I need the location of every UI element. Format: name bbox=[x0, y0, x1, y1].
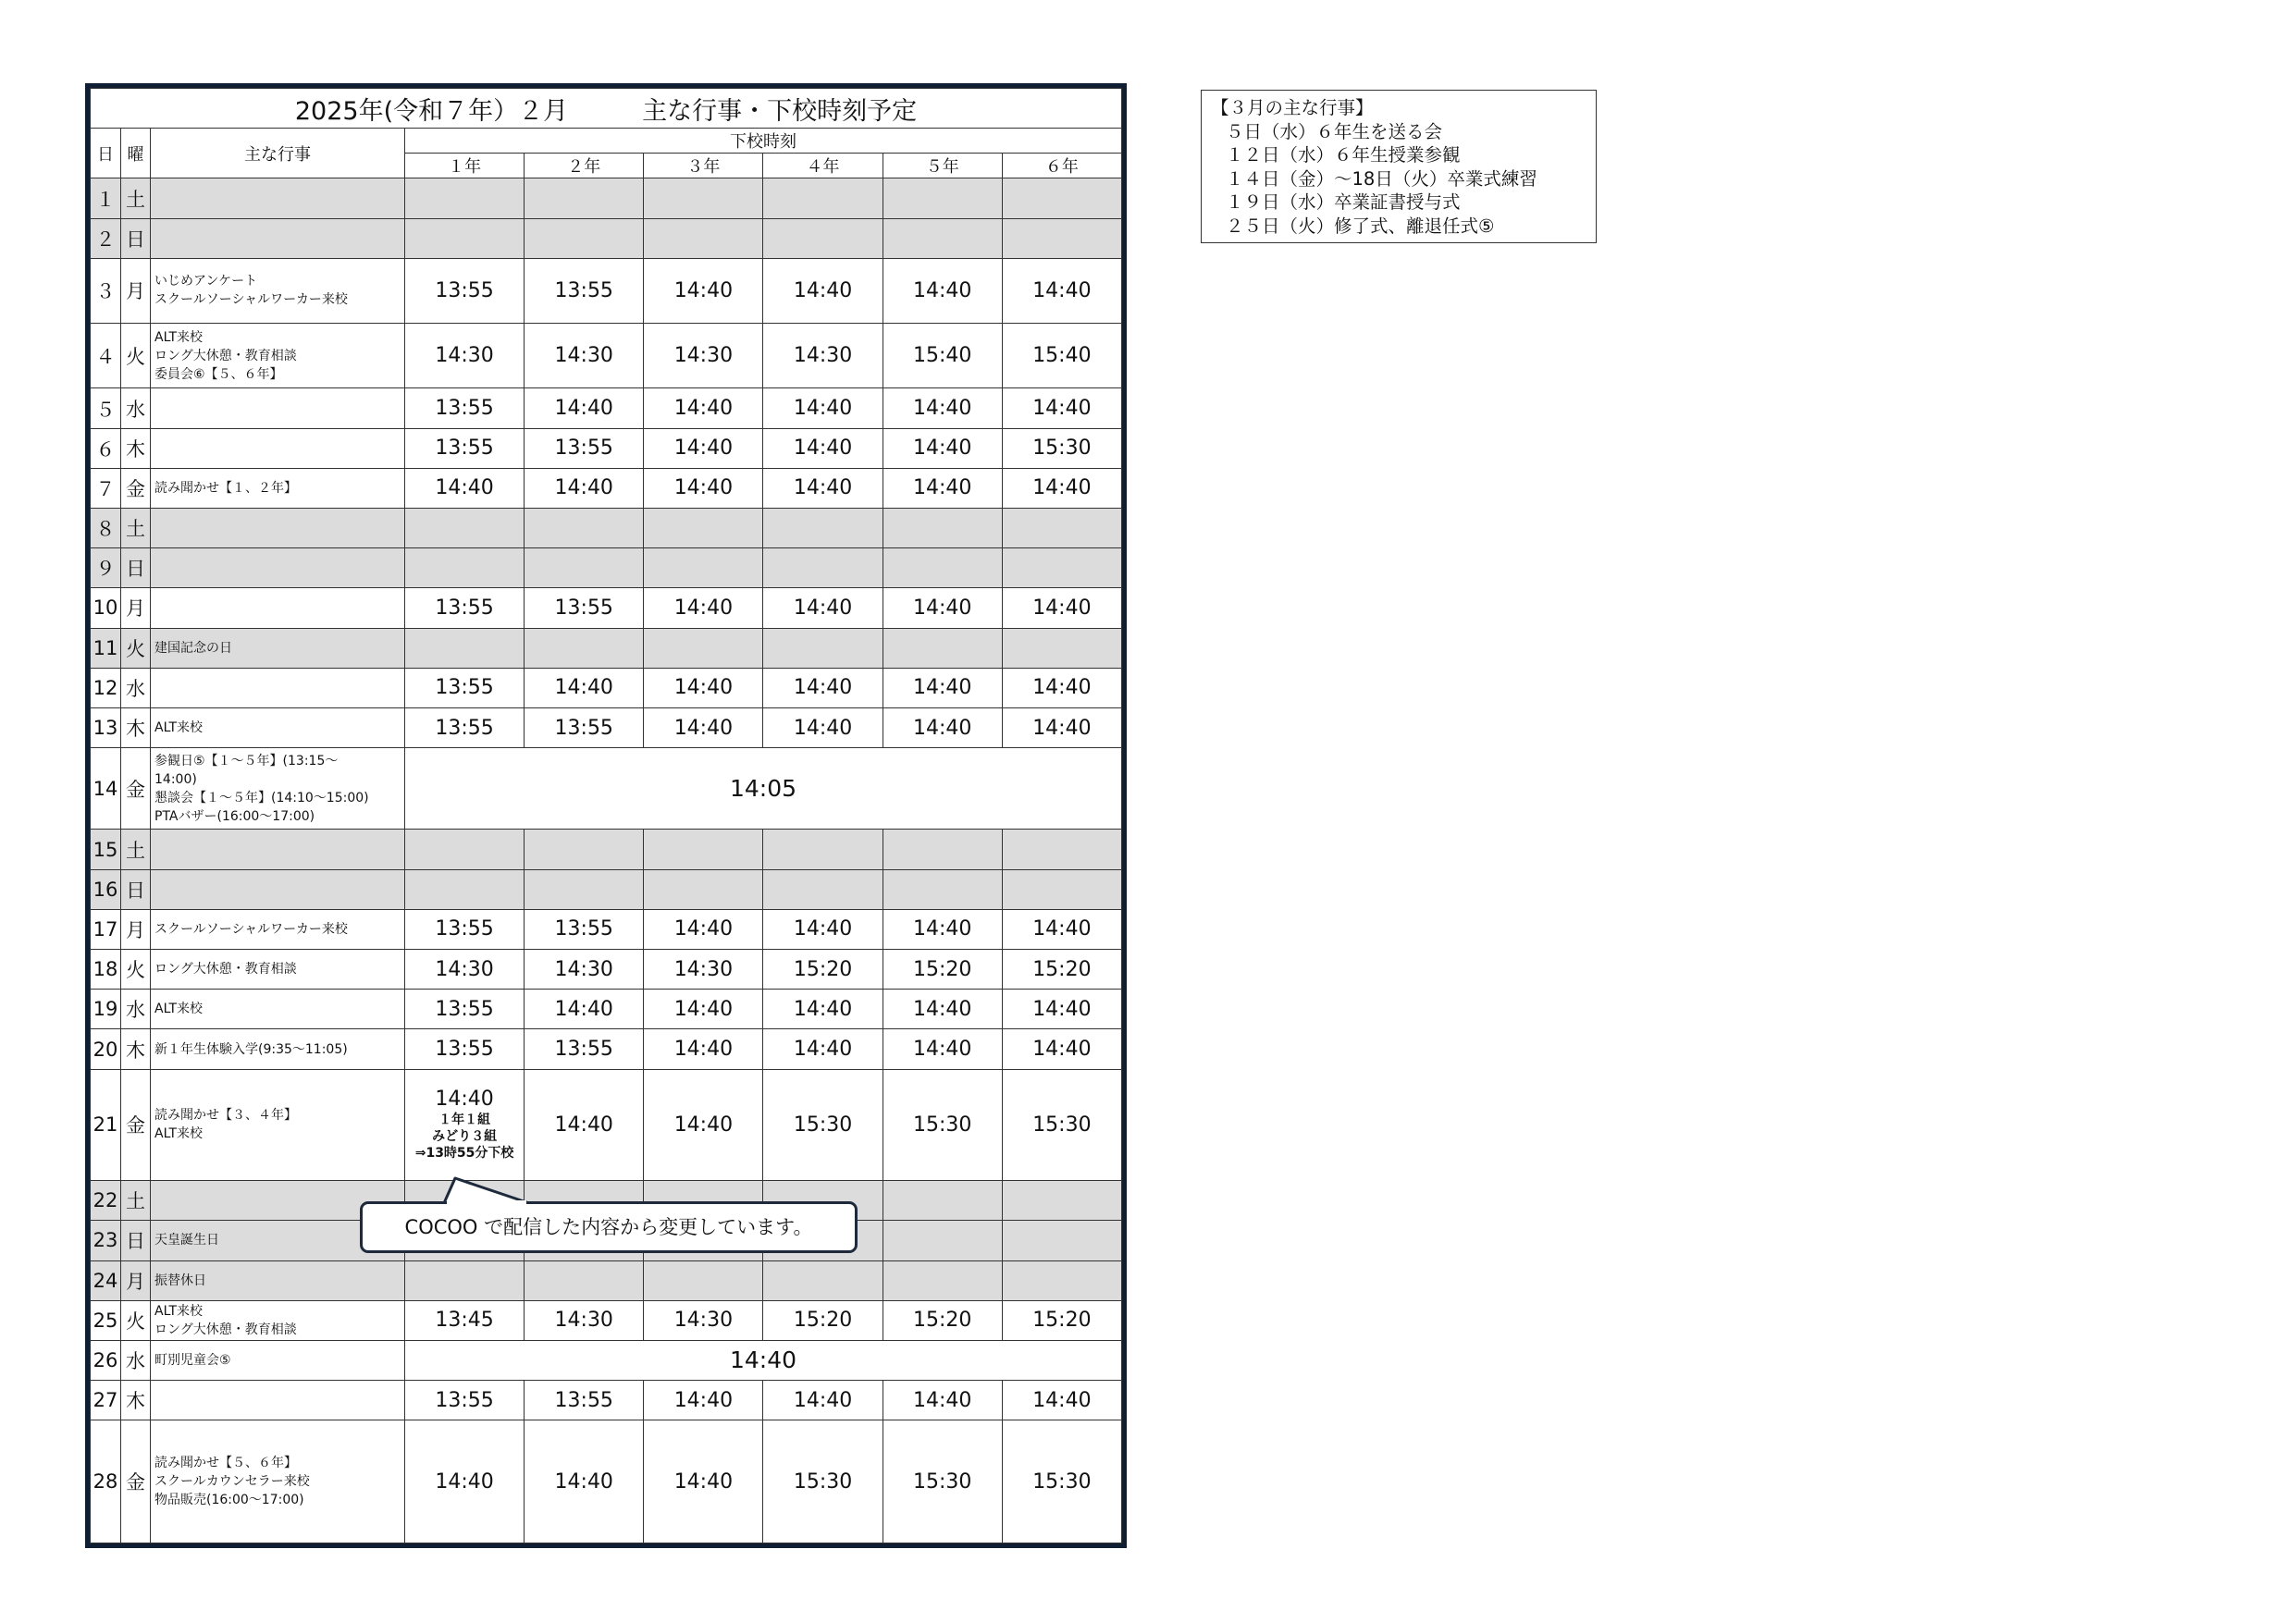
dismissal-time: 14:40 bbox=[883, 588, 1002, 628]
dismissal-time bbox=[644, 508, 763, 547]
dismissal-time: 13:55 bbox=[405, 707, 525, 747]
dismissal-time bbox=[405, 869, 525, 909]
event-cell bbox=[151, 668, 405, 707]
day-number: 28 bbox=[91, 1420, 121, 1543]
march-events-box bbox=[1201, 90, 1597, 243]
dismissal-time: 13:55 bbox=[405, 388, 525, 428]
dismissal-time: 14:40 bbox=[883, 668, 1002, 707]
event-cell bbox=[151, 428, 405, 468]
march-heading: 【３月の主な行事】 bbox=[1211, 97, 1374, 118]
day-number: 25 bbox=[91, 1300, 121, 1340]
event-cell bbox=[151, 588, 405, 628]
day-number: 17 bbox=[91, 909, 121, 949]
dismissal-time: 14:40 bbox=[525, 1420, 644, 1543]
change-notice-callout: COCOO で配信した内容から変更しています。 bbox=[360, 1201, 858, 1253]
table-row bbox=[91, 218, 1122, 258]
header-grade: ５年 bbox=[883, 154, 1002, 178]
day-of-week: 金 bbox=[121, 748, 151, 830]
dismissal-time: 14:40 bbox=[644, 588, 763, 628]
dismissal-time: 14:40 bbox=[525, 1069, 644, 1181]
dismissal-time bbox=[405, 830, 525, 869]
day-number: ８ bbox=[91, 508, 121, 547]
table-row bbox=[91, 990, 1122, 1029]
dismissal-time: 14:40 bbox=[1002, 588, 1121, 628]
event-cell: ALT来校 ロング大休憩・教育相談 bbox=[151, 1300, 405, 1340]
dismissal-time: 14:40 bbox=[1002, 990, 1121, 1029]
dismissal-time: 14:40 bbox=[883, 258, 1002, 323]
day-of-week: 火 bbox=[121, 1300, 151, 1340]
dismissal-time: 14:40 bbox=[883, 428, 1002, 468]
event-cell: ロング大休憩・教育相談 bbox=[151, 950, 405, 990]
dismissal-time bbox=[644, 548, 763, 588]
day-of-week: 火 bbox=[121, 324, 151, 388]
dismissal-time: 14:40 bbox=[763, 1029, 883, 1069]
dismissal-time bbox=[525, 830, 644, 869]
dismissal-time: 14:40 bbox=[644, 428, 763, 468]
dismissal-time: 13:55 bbox=[525, 428, 644, 468]
dismissal-time: 13:55 bbox=[405, 588, 525, 628]
dismissal-time: 14:40 bbox=[644, 1069, 763, 1181]
dismissal-time: 14:30 bbox=[525, 324, 644, 388]
dismissal-time: 15:30 bbox=[1002, 1420, 1121, 1543]
dismissal-time: 15:30 bbox=[763, 1420, 883, 1543]
dismissal-time bbox=[644, 218, 763, 258]
event-cell: 振替休日 bbox=[151, 1260, 405, 1300]
day-of-week: 月 bbox=[121, 1260, 151, 1300]
event-cell: 建国記念の日 bbox=[151, 628, 405, 668]
day-of-week: 金 bbox=[121, 468, 151, 508]
dismissal-time: 14:40 bbox=[644, 707, 763, 747]
day-number: 16 bbox=[91, 869, 121, 909]
dismissal-time bbox=[1002, 869, 1121, 909]
day-number: 15 bbox=[91, 830, 121, 869]
day-of-week: 木 bbox=[121, 1381, 151, 1420]
dismissal-time: 14:40 bbox=[644, 1381, 763, 1420]
day-number: 13 bbox=[91, 707, 121, 747]
event-cell bbox=[151, 508, 405, 547]
dismissal-time: 13:55 bbox=[525, 588, 644, 628]
dismissal-time bbox=[525, 869, 644, 909]
dismissal-time: 14:40 bbox=[1002, 388, 1121, 428]
dismissal-time: 14:40 bbox=[525, 388, 644, 428]
table-row bbox=[91, 1300, 1122, 1340]
event-cell bbox=[151, 1381, 405, 1420]
header-row bbox=[91, 129, 1122, 154]
dismissal-time: 15:20 bbox=[1002, 950, 1121, 990]
day-number: ２ bbox=[91, 218, 121, 258]
day-of-week: 水 bbox=[121, 668, 151, 707]
dismissal-time: 14:40 bbox=[883, 909, 1002, 949]
dismissal-time: 14:40 bbox=[763, 588, 883, 628]
day-of-week: 月 bbox=[121, 258, 151, 323]
day-of-week: 日 bbox=[121, 1221, 151, 1260]
dismissal-time bbox=[525, 628, 644, 668]
header-dismissal: 下校時刻 bbox=[405, 129, 1122, 154]
day-number: 14 bbox=[91, 748, 121, 830]
march-item: １２日（水）６年生授業参観 bbox=[1226, 144, 1461, 166]
table-row bbox=[91, 1340, 1122, 1380]
dismissal-time bbox=[883, 508, 1002, 547]
event-cell: 読み聞かせ【５、６年】 スクールカウンセラー来校 物品販売(16:00～17:00) bbox=[151, 1420, 405, 1543]
day-number: 24 bbox=[91, 1260, 121, 1300]
dismissal-time: 15:30 bbox=[883, 1420, 1002, 1543]
dismissal-time: 15:30 bbox=[883, 1069, 1002, 1181]
dismissal-time: 14:40 bbox=[883, 1381, 1002, 1420]
event-cell: スクールソーシャルワーカー来校 bbox=[151, 909, 405, 949]
dismissal-time: 14:30 bbox=[525, 1300, 644, 1340]
header-grade: ６年 bbox=[1002, 154, 1121, 178]
table-row bbox=[91, 1069, 1122, 1181]
dismissal-time bbox=[405, 178, 525, 218]
day-number: 11 bbox=[91, 628, 121, 668]
table-row bbox=[91, 508, 1122, 547]
dismissal-time bbox=[525, 218, 644, 258]
title-row bbox=[91, 89, 1122, 129]
day-of-week: 土 bbox=[121, 830, 151, 869]
dismissal-time bbox=[763, 869, 883, 909]
dismissal-time: 14:40 bbox=[763, 990, 883, 1029]
dismissal-time bbox=[644, 869, 763, 909]
dismissal-time bbox=[525, 508, 644, 547]
table-row bbox=[91, 950, 1122, 990]
dismissal-time: 14:30 bbox=[405, 324, 525, 388]
dismissal-time: 15:40 bbox=[883, 324, 1002, 388]
dismissal-time: 15:30 bbox=[1002, 428, 1121, 468]
day-of-week: 水 bbox=[121, 1340, 151, 1380]
day-number: 19 bbox=[91, 990, 121, 1029]
dismissal-time: 14:40 bbox=[1002, 1029, 1121, 1069]
header-grade: １年 bbox=[405, 154, 525, 178]
dismissal-time bbox=[1002, 628, 1121, 668]
day-of-week: 火 bbox=[121, 950, 151, 990]
dismissal-time: 14:40 bbox=[883, 468, 1002, 508]
day-number: 12 bbox=[91, 668, 121, 707]
table-row bbox=[91, 324, 1122, 388]
dismissal-time bbox=[883, 1221, 1002, 1260]
day-of-week: 日 bbox=[121, 869, 151, 909]
dismissal-time: 14:40 bbox=[644, 1420, 763, 1543]
table-row bbox=[91, 830, 1122, 869]
dismissal-time: 14:40 bbox=[644, 990, 763, 1029]
event-cell: 読み聞かせ【１、２年】 bbox=[151, 468, 405, 508]
day-number: １ bbox=[91, 178, 121, 218]
dismissal-time bbox=[883, 548, 1002, 588]
dismissal-time: 13:45 bbox=[405, 1300, 525, 1340]
dismissal-time: 14:40 bbox=[763, 258, 883, 323]
day-number: ４ bbox=[91, 324, 121, 388]
event-cell: ALT来校 bbox=[151, 990, 405, 1029]
day-number: ５ bbox=[91, 388, 121, 428]
dismissal-time: 14:40 bbox=[1002, 258, 1121, 323]
dismissal-time: 14:40 bbox=[763, 1381, 883, 1420]
table-row bbox=[91, 468, 1122, 508]
dismissal-time: 13:55 bbox=[405, 428, 525, 468]
dismissal-time: 14:40 bbox=[644, 468, 763, 508]
day-number: 20 bbox=[91, 1029, 121, 1069]
event-cell: 参観日⑤【１～５年】(13:15～ 14:00) 懇談会【１～５年】(14:10～15:00) PTAバザー(16:00～17:00) bbox=[151, 748, 405, 830]
title-text: 主な行事・下校時刻予定 bbox=[642, 96, 918, 126]
dismissal-time bbox=[525, 1260, 644, 1300]
dismissal-time: 15:20 bbox=[883, 1300, 1002, 1340]
event-cell: 読み聞かせ【３、４年】 ALT来校 bbox=[151, 1069, 405, 1181]
day-of-week: 月 bbox=[121, 909, 151, 949]
dismissal-note: １年１組 みどり３組 ⇒13時55分下校 bbox=[414, 1113, 514, 1162]
dismissal-time bbox=[763, 628, 883, 668]
event-cell bbox=[151, 218, 405, 258]
dismissal-time: 14:30 bbox=[644, 950, 763, 990]
dismissal-time: 15:40 bbox=[1002, 324, 1121, 388]
dismissal-time bbox=[644, 1260, 763, 1300]
table-row bbox=[91, 428, 1122, 468]
dismissal-time: 13:55 bbox=[405, 258, 525, 323]
event-cell: 新１年生体験入学(9:35～11:05) bbox=[151, 1029, 405, 1069]
day-of-week: 火 bbox=[121, 628, 151, 668]
dismissal-time bbox=[1002, 1181, 1121, 1221]
event-cell bbox=[151, 178, 405, 218]
table-row bbox=[91, 1260, 1122, 1300]
table-row bbox=[91, 707, 1122, 747]
day-of-week: 土 bbox=[121, 1181, 151, 1221]
dismissal-time bbox=[1002, 548, 1121, 588]
dismissal-time: 14:40 bbox=[405, 1420, 525, 1543]
table-row bbox=[91, 909, 1122, 949]
day-of-week: 金 bbox=[121, 1069, 151, 1181]
dismissal-time bbox=[405, 548, 525, 588]
table-row bbox=[91, 1381, 1122, 1420]
dismissal-time: 14:40 bbox=[763, 909, 883, 949]
dismissal-time: 14:40 bbox=[883, 990, 1002, 1029]
dismissal-time: 14:40 bbox=[435, 1088, 494, 1112]
dismissal-time bbox=[1002, 218, 1121, 258]
dismissal-time bbox=[1002, 178, 1121, 218]
dismissal-time bbox=[763, 830, 883, 869]
header-grade: ２年 bbox=[525, 154, 644, 178]
dismissal-time bbox=[1002, 830, 1121, 869]
table-row bbox=[91, 748, 1122, 830]
dismissal-time: 14:40 bbox=[763, 707, 883, 747]
dismissal-time: 14:40 bbox=[525, 468, 644, 508]
day-of-week: 木 bbox=[121, 707, 151, 747]
dismissal-time bbox=[763, 218, 883, 258]
event-cell bbox=[151, 548, 405, 588]
page-title bbox=[91, 89, 1122, 129]
day-number: ９ bbox=[91, 548, 121, 588]
dismissal-time: 14:40 bbox=[525, 668, 644, 707]
header-events: 主な行事 bbox=[151, 129, 405, 178]
dismissal-time bbox=[883, 178, 1002, 218]
event-cell: 町別児童会⑤ bbox=[151, 1340, 405, 1380]
table-row bbox=[91, 258, 1122, 323]
dismissal-time: 14:30 bbox=[525, 950, 644, 990]
day-number: 18 bbox=[91, 950, 121, 990]
dismissal-time: 13:55 bbox=[405, 668, 525, 707]
table-row bbox=[91, 178, 1122, 218]
dismissal-time: 14:40 bbox=[644, 1029, 763, 1069]
dismissal-time: 15:20 bbox=[763, 950, 883, 990]
dismissal-time bbox=[405, 508, 525, 547]
dismissal-time bbox=[883, 1181, 1002, 1221]
event-cell: いじめアンケート スクールソーシャルワーカー来校 bbox=[151, 258, 405, 323]
march-item: ５日（水）６年生を送る会 bbox=[1226, 120, 1443, 142]
event-cell: 天皇誕生日 bbox=[151, 1221, 405, 1260]
dismissal-time bbox=[1002, 508, 1121, 547]
dismissal-time bbox=[883, 1260, 1002, 1300]
day-number: 23 bbox=[91, 1221, 121, 1260]
day-number: 21 bbox=[91, 1069, 121, 1181]
table-row bbox=[91, 1029, 1122, 1069]
dismissal-time: 14:40 bbox=[1002, 668, 1121, 707]
dismissal-time bbox=[405, 628, 525, 668]
dismissal-time bbox=[763, 178, 883, 218]
dismissal-time: 14:40 bbox=[763, 668, 883, 707]
schedule-table bbox=[85, 83, 1127, 1548]
dismissal-time: 14:40 bbox=[644, 668, 763, 707]
dismissal-time-all: 14:40 bbox=[405, 1340, 1122, 1380]
day-of-week: 水 bbox=[121, 990, 151, 1029]
dismissal-time-cell bbox=[405, 1069, 525, 1181]
dismissal-time: 13:55 bbox=[405, 990, 525, 1029]
header-dow: 曜 bbox=[121, 129, 151, 178]
dismissal-time: 14:40 bbox=[644, 258, 763, 323]
dismissal-time: 14:30 bbox=[763, 324, 883, 388]
dismissal-time: 14:40 bbox=[763, 468, 883, 508]
table-row bbox=[91, 668, 1122, 707]
dismissal-time: 14:30 bbox=[644, 324, 763, 388]
dismissal-time: 14:30 bbox=[644, 1300, 763, 1340]
dismissal-time bbox=[644, 628, 763, 668]
dismissal-time: 14:40 bbox=[525, 990, 644, 1029]
event-cell: ALT来校 bbox=[151, 707, 405, 747]
dismissal-time: 14:40 bbox=[1002, 1381, 1121, 1420]
event-cell bbox=[151, 388, 405, 428]
dismissal-time: 14:40 bbox=[883, 1029, 1002, 1069]
dismissal-time: 14:40 bbox=[763, 428, 883, 468]
dismissal-time bbox=[525, 548, 644, 588]
header-grade: ４年 bbox=[763, 154, 883, 178]
event-cell bbox=[151, 830, 405, 869]
dismissal-time bbox=[644, 178, 763, 218]
table-row bbox=[91, 388, 1122, 428]
dismissal-time: 14:40 bbox=[405, 468, 525, 508]
dismissal-time: 13:55 bbox=[525, 1381, 644, 1420]
dismissal-time: 14:40 bbox=[763, 388, 883, 428]
dismissal-time: 14:40 bbox=[1002, 707, 1121, 747]
dismissal-time: 14:30 bbox=[405, 950, 525, 990]
day-number: 10 bbox=[91, 588, 121, 628]
dismissal-time: 13:55 bbox=[405, 909, 525, 949]
day-of-week: 木 bbox=[121, 428, 151, 468]
day-of-week: 月 bbox=[121, 588, 151, 628]
dismissal-time bbox=[1002, 1221, 1121, 1260]
march-item: ２５日（火）修了式、離退任式⑤ bbox=[1226, 215, 1495, 237]
march-item: １４日（金）～18日（火）卒業式練習 bbox=[1226, 167, 1537, 190]
dismissal-time: 15:20 bbox=[1002, 1300, 1121, 1340]
dismissal-time: 14:40 bbox=[644, 388, 763, 428]
dismissal-time bbox=[525, 178, 644, 218]
day-of-week: 金 bbox=[121, 1420, 151, 1543]
event-cell: ALT来校 ロング大休憩・教育相談 委員会⑥【５、６年】 bbox=[151, 324, 405, 388]
dismissal-time: 14:40 bbox=[883, 388, 1002, 428]
day-of-week: 水 bbox=[121, 388, 151, 428]
dismissal-time bbox=[883, 869, 1002, 909]
dismissal-time: 13:55 bbox=[525, 258, 644, 323]
dismissal-time bbox=[763, 1260, 883, 1300]
day-number: ７ bbox=[91, 468, 121, 508]
dismissal-time bbox=[763, 508, 883, 547]
dismissal-time: 13:55 bbox=[405, 1029, 525, 1069]
march-item: １９日（水）卒業証書授与式 bbox=[1226, 191, 1461, 213]
dismissal-time: 15:30 bbox=[763, 1069, 883, 1181]
dismissal-time: 13:55 bbox=[525, 1029, 644, 1069]
day-number: 27 bbox=[91, 1381, 121, 1420]
day-of-week: 土 bbox=[121, 508, 151, 547]
day-of-week: 木 bbox=[121, 1029, 151, 1069]
table-row bbox=[91, 869, 1122, 909]
day-number: ３ bbox=[91, 258, 121, 323]
dismissal-time bbox=[883, 628, 1002, 668]
dismissal-time: 15:20 bbox=[883, 950, 1002, 990]
table-row bbox=[91, 588, 1122, 628]
dismissal-time: 15:20 bbox=[763, 1300, 883, 1340]
table-row bbox=[91, 628, 1122, 668]
table-row bbox=[91, 548, 1122, 588]
dismissal-time: 13:55 bbox=[525, 909, 644, 949]
dismissal-time bbox=[405, 1260, 525, 1300]
dismissal-time bbox=[644, 830, 763, 869]
dismissal-time: 14:40 bbox=[883, 707, 1002, 747]
dismissal-time: 15:30 bbox=[1002, 1069, 1121, 1181]
event-cell bbox=[151, 869, 405, 909]
dismissal-time bbox=[1002, 1260, 1121, 1300]
day-of-week: 日 bbox=[121, 218, 151, 258]
header-grade: ３年 bbox=[644, 154, 763, 178]
day-of-week: 土 bbox=[121, 178, 151, 218]
dismissal-time bbox=[405, 218, 525, 258]
table-row bbox=[91, 1420, 1122, 1543]
header-day: 日 bbox=[91, 129, 121, 178]
day-number: ６ bbox=[91, 428, 121, 468]
dismissal-time bbox=[763, 548, 883, 588]
dismissal-time bbox=[883, 830, 1002, 869]
dismissal-time: 14:40 bbox=[644, 909, 763, 949]
day-number: 22 bbox=[91, 1181, 121, 1221]
title-date: 2025年(令和７年）２月 bbox=[294, 96, 569, 126]
dismissal-time: 14:40 bbox=[1002, 909, 1121, 949]
dismissal-time-all: 14:05 bbox=[405, 748, 1122, 830]
dismissal-time: 13:55 bbox=[525, 707, 644, 747]
day-number: 26 bbox=[91, 1340, 121, 1380]
dismissal-time: 14:40 bbox=[1002, 468, 1121, 508]
dismissal-time: 13:55 bbox=[405, 1381, 525, 1420]
dismissal-time bbox=[883, 218, 1002, 258]
day-of-week: 日 bbox=[121, 548, 151, 588]
